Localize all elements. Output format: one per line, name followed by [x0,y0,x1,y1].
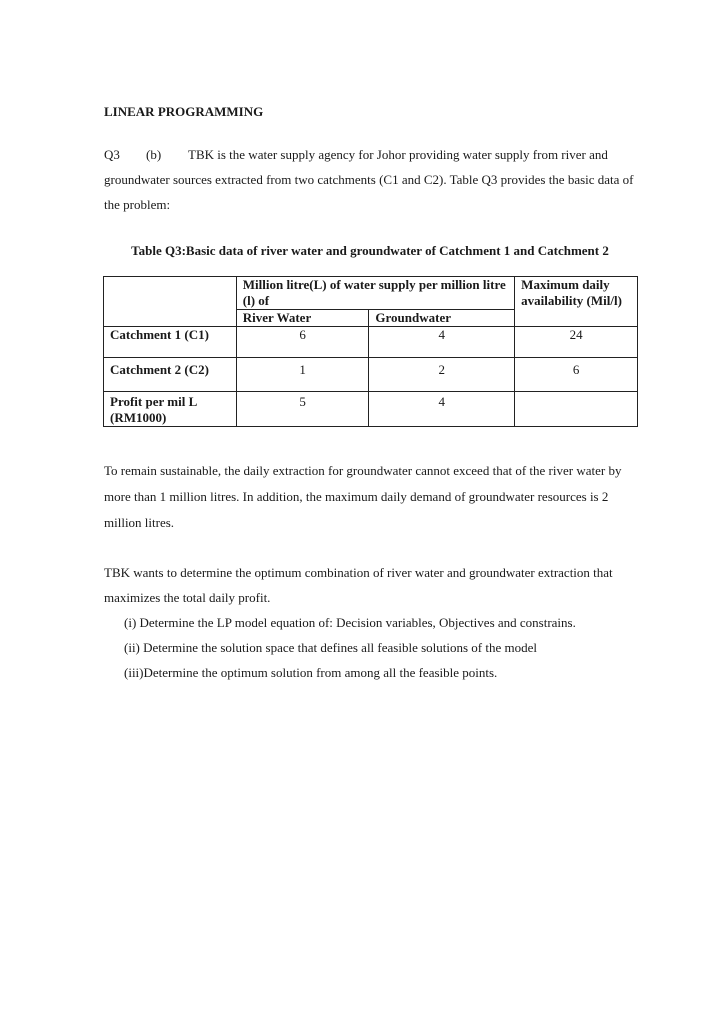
cell-max: 6 [515,358,638,392]
cell-ground: 2 [369,358,515,392]
cell-river: 1 [236,358,369,392]
table-row [104,327,638,358]
table-row [104,392,638,427]
list-item: (iii)Determine the optimum solution from among all the feasible points. [124,665,498,680]
cell-river: 6 [236,327,369,358]
table-row [104,358,638,392]
cell-river: 5 [236,392,369,427]
list-item: (i) Determine the LP model equation of: Decision variables, Objectives and constrains. [124,615,576,630]
table-header-row [104,277,638,310]
row-label: Profit per mil L (RM1000) [104,392,237,427]
cell-max [515,392,638,427]
row-label: Catchment 1 (C1) [104,327,237,358]
data-table [103,276,638,427]
task-list [124,610,654,685]
table-header-max: Maximum daily availability (Mil/l) [515,277,638,327]
cell-max: 24 [515,327,638,358]
cell-ground: 4 [369,327,515,358]
row-label: Catchment 2 (C2) [104,358,237,392]
question-paragraph [104,142,649,217]
objective-paragraph: TBK wants to determine the optimum combination of river water and groundwater extraction that maximizes the total daily profit. [104,565,613,605]
table-header-ground: Groundwater [369,310,515,327]
list-item: (ii) Determine the solution space that defines all feasible solutions of the model [124,640,537,655]
question-part: (b) [146,147,162,162]
table-header-empty [104,277,237,327]
table-header-river: River Water [236,310,369,327]
constraint-paragraph: To remain sustainable, the daily extraction for groundwater cannot exceed that of the river water by more than 1 million litres. In addition, the maximum daily demand of groundwater resources is 2 million litres. [104,463,622,530]
section-heading: LINEAR PROGRAMMING [104,104,264,119]
table-caption: Table Q3:Basic data of river water and groundwater of Catchment 1 and Catchment 2 [131,243,609,258]
question-text-rest: and groundwater sources extracted from two catchments (C1 and C2). Table Q3 provides the basic data of the problem: [104,147,634,212]
table-header-group: Million litre(L) of water supply per million litre (l) of [236,277,514,310]
question-text-line1: TBK is the water supply agency for Johor providing water supply from river [188,147,586,162]
question-number: Q3 [104,147,120,162]
cell-ground: 4 [369,392,515,427]
